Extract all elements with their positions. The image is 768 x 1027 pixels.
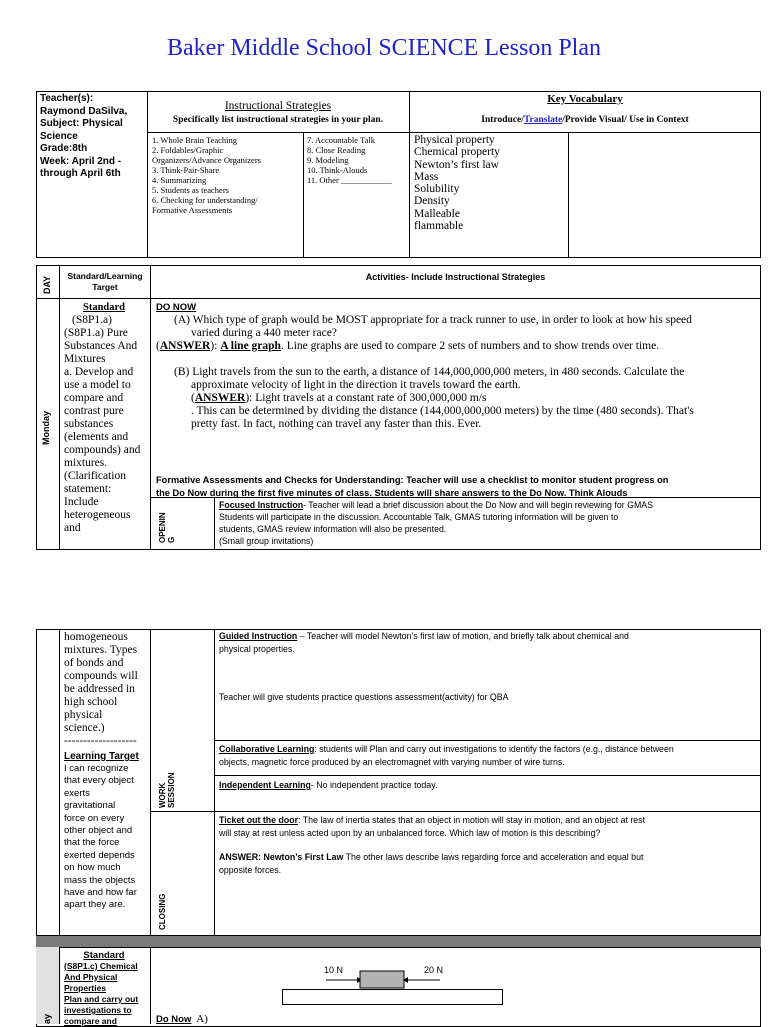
ticket-out-the-door: Ticket out the door: The law of inertia states that an object in motion will stay in motion, and an object at rest will stay at rest unless acted upon by an unbalanced force. Which law of motion is this describing? ANSWER: Newton’s First Law The other laws describe laws regarding force and acceleration and equal but opposite forces.	[219, 815, 646, 875]
learning-target-text: I can recognize that every object exerts gravitational force on every other object and that the force exerted depends on how much mass the objects have and how far apart they are.	[64, 763, 137, 911]
strategies-subtitle: Specifically list instructional strategies in your plan.	[172, 115, 384, 125]
strategies-list-left: 1. Whole Brain Teaching 2. Foldables/Graphic Organizers/Advance Organizers 3. Think-Pair-Share 4. Summarizing 5. Students as teachers 6. Checking for understanding/ Formative Assessments	[152, 135, 261, 215]
learning-target-title: Learning Target	[64, 751, 139, 762]
strategies-title: Instructional Strategies	[224, 100, 332, 112]
vocab-subtitle: Introduce/Translate/Provide Visual/ Use in Context	[481, 115, 689, 125]
vocab-terms: Physical property Chemical property Newton’s first law Mass Solubility Density Malleable flammable	[414, 134, 500, 233]
monday-do-now: DO NOW (A) Which type of graph would be MOST appropriate for a track runner to use, in order to look at how his speed varied during a 440 meter race? (ANSWER): A line graph. Line graphs are used to compare 2 sets of numbers and to show trends over time. (B) Light travels from the sun to the earth, a distance of 144,000,000,000 meters, in 480 seconds. Calculate the approximate velocity of light in the direction it travels toward the earth. (ANSWER): Light travels at a constant rate of 300,000,000 m/s . This can be determined by dividing the distance (144,000,000,000 meters) by the time (480 seconds). That's pretty fast. In fact, nothing can travel any faster than this. Ever.	[156, 302, 694, 430]
force-right-label: 20 N	[424, 965, 444, 975]
page-title: Baker Middle School SCIENCE Lesson Plan	[167, 35, 601, 61]
standard-continued: homogeneous mixtures. Types of bonds and compounds will be addressed in high school physical science.) ------------------- Learning Target I can recognize that every object exerts gravitational force on every other object and that the force exerted depends on how much mass the objects have and how far apart they are.	[64, 631, 150, 912]
monday-label: Monday	[41, 410, 51, 445]
force-left-label: 10 N	[324, 965, 344, 975]
translate-link[interactable]: Translate	[523, 115, 563, 125]
guided-instruction: Guided Instruction – Teacher will model Newton’s first law of motion, and briefly talk about chemical and physical properties. Teacher will give students practice questions assessment(activity) for QBA	[219, 631, 629, 702]
surface	[282, 989, 503, 1005]
closing-label: CLOSING	[158, 893, 167, 930]
strategies-list-right: 7. Accountable Talk 8. Close Reading 9. Modeling 10. Think-Alouds 11. Other ____________	[307, 135, 392, 185]
opening-label: OPENIN G	[158, 512, 176, 543]
next-day-standard: Standard (S8P1.c) Chemical And Physical Properties Plan and carry out investigations to compare and	[64, 950, 139, 1026]
day-header: DAY	[42, 275, 52, 294]
work-session-label: WORK SESSION	[158, 772, 176, 808]
vocab-title: Key Vocabulary	[547, 93, 623, 105]
independent-learning: Independent Learning- No independent practice today.	[219, 780, 438, 790]
block	[360, 971, 404, 988]
focused-instruction: Focused Instruction- Teacher will lead a brief discussion about the Do Now and will begin reviewing for GMAS Students will participate in the discussion. Accountable Talk, GMAS tutoring information will be given to students, GMAS review information will also be presented. (Small group invitations)	[219, 500, 654, 546]
monday-standard: Standard (S8P1.a) (S8P1.a) Pure Substances And Mixtures a. Develop and use a model to compare and contrast pure substances (elements and compounds) and mixtures. (Clarification statement: Include heterogeneous and	[64, 302, 141, 534]
next-day-do-now: Do Now A)	[156, 1013, 208, 1025]
next-day-label: ay	[42, 1013, 52, 1024]
collaborative-learning: Collaborative Learning: students will Plan and carry out investigations to identify the factors (e.g., distance between objects, magnetic force produced by an electromagnet with varying number of wire turns.	[219, 744, 674, 767]
section-divider	[36, 936, 761, 947]
activities-header: Activities- Include Instructional Strategies	[365, 272, 546, 282]
teacher-info: Teacher(s): Raymond DaSilva, Subject: Physical Science Grade:8th Week: April 2nd - through April 6th	[40, 93, 128, 179]
monday-formative: Formative Assessments and Checks for Understanding: Teacher will use a checklist to monitor student progress on the Do Now during the first five minutes of class. Students will share answers to the Do Now. Think Alouds	[156, 475, 669, 498]
standard-header: Standard/Learning Target	[67, 271, 143, 292]
